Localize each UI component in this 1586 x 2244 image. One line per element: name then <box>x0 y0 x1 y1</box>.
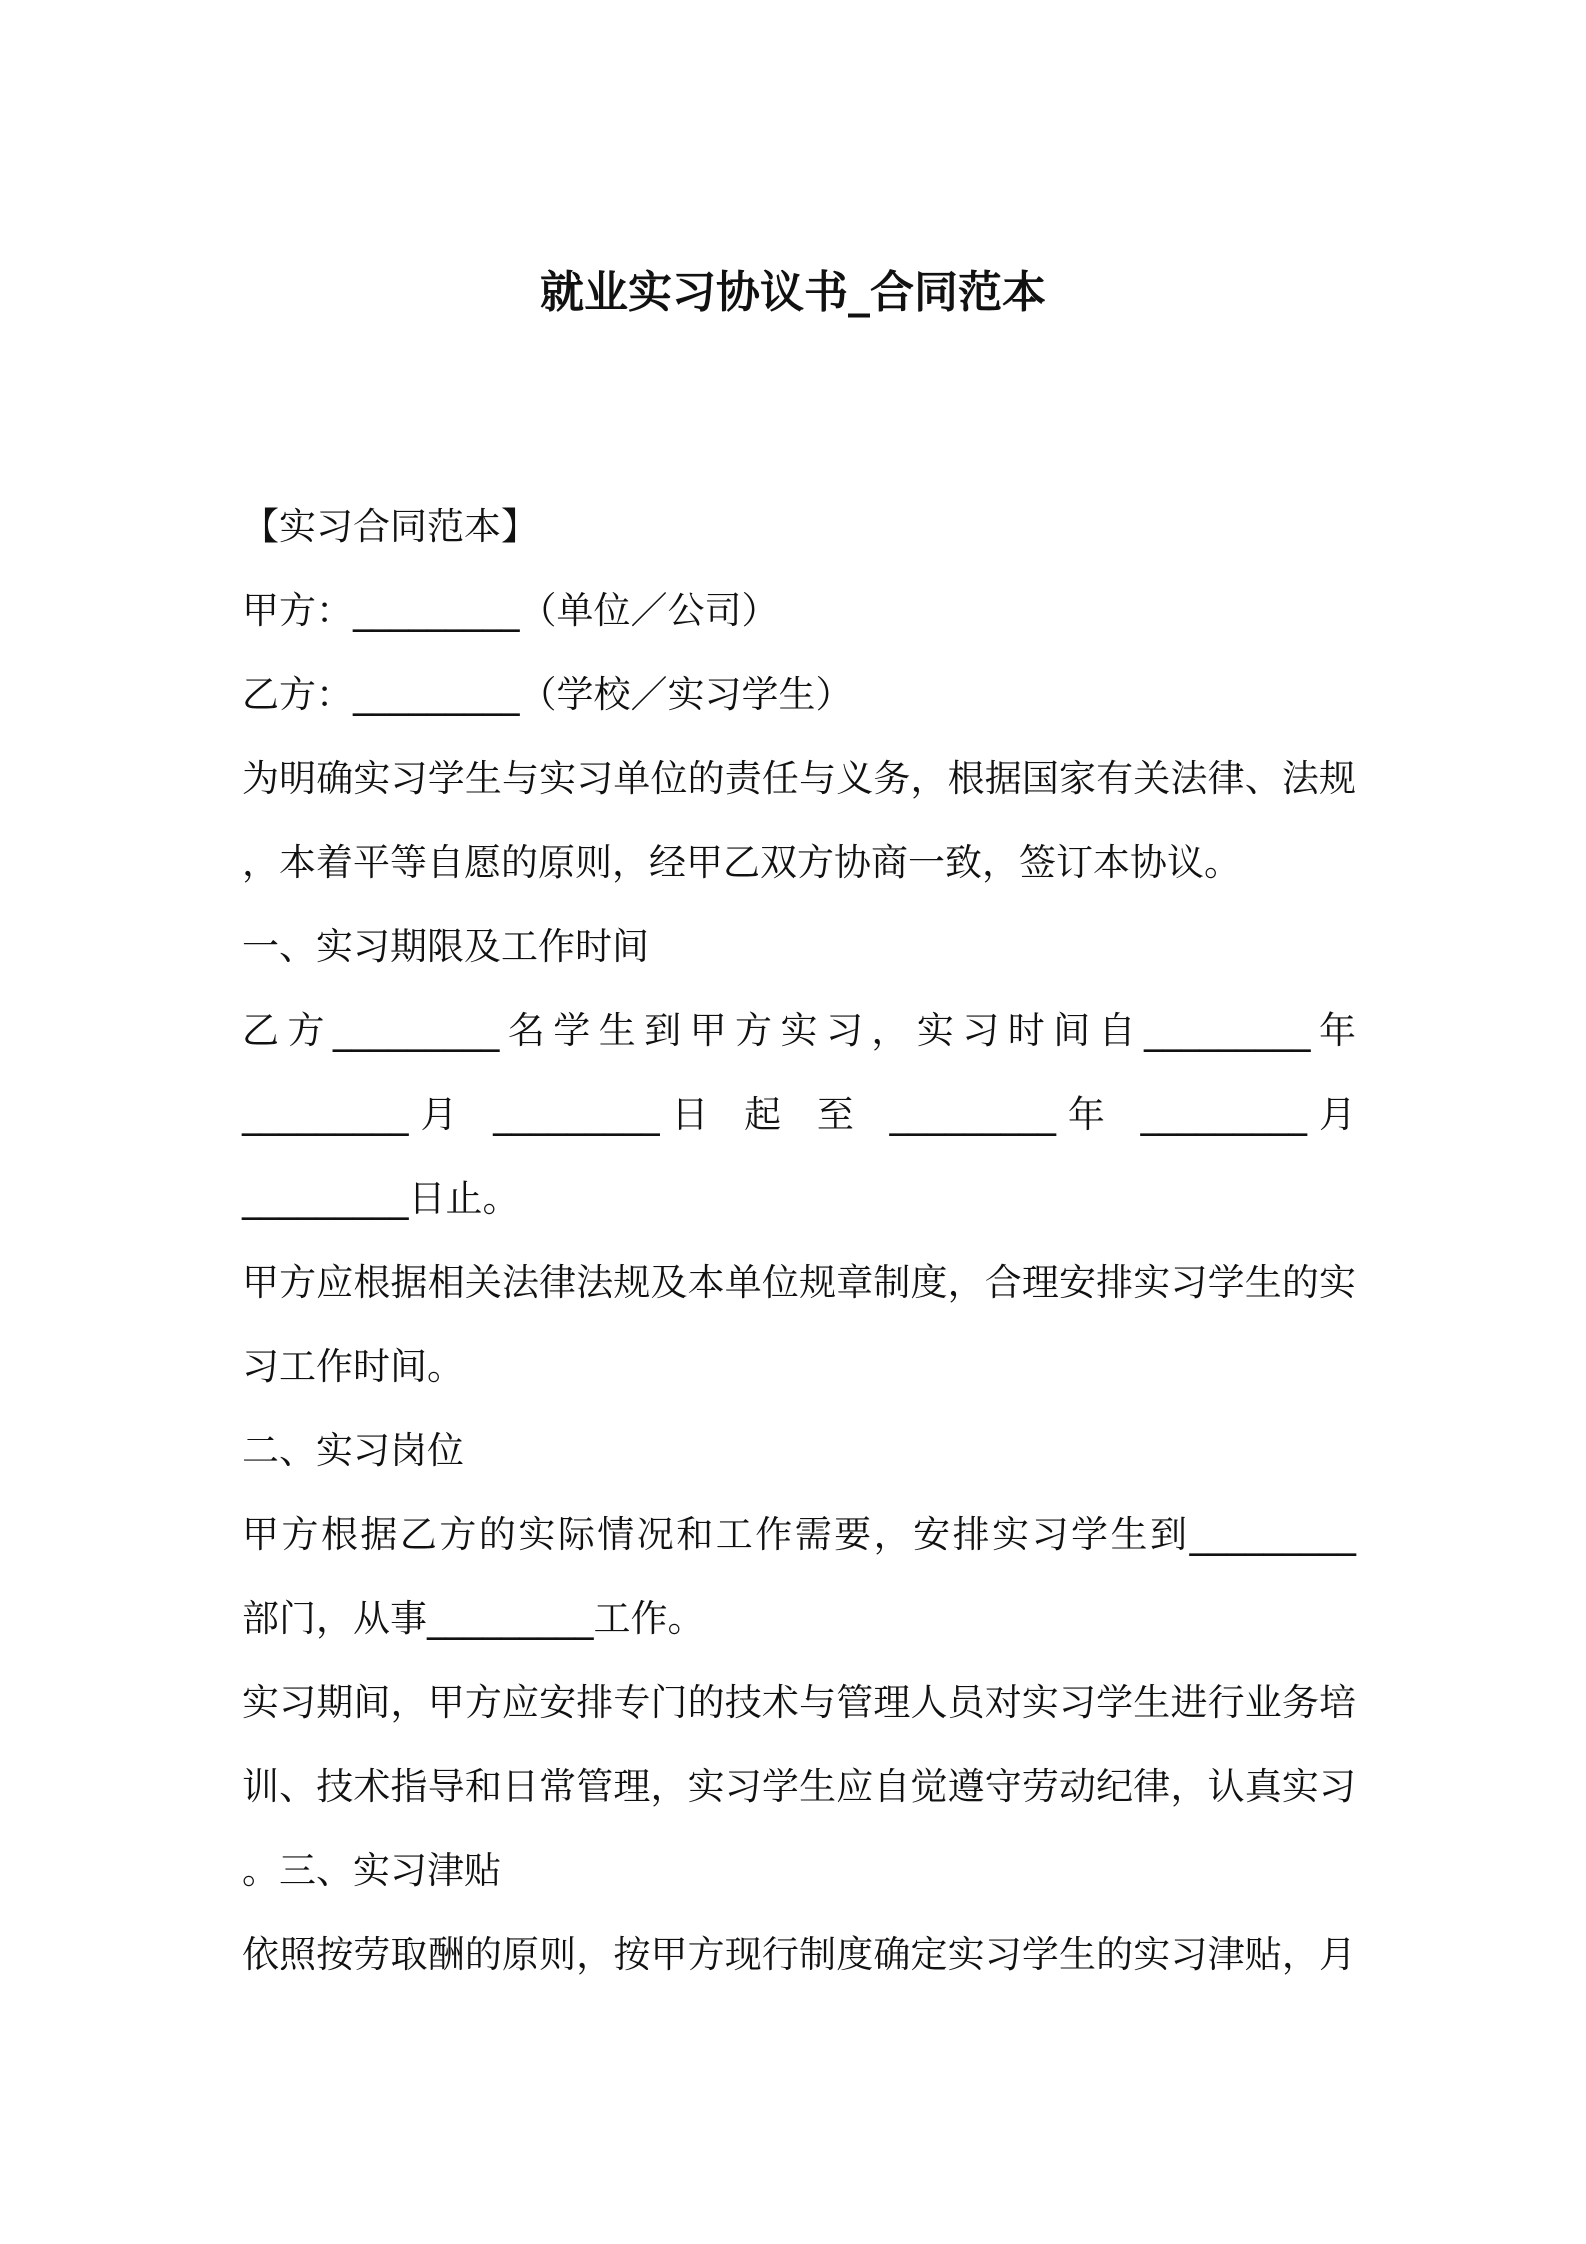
section-1-line-5: 习工作时间。 <box>242 1345 464 1388</box>
section-1-line-1: 乙方_________名学生到甲方实习，实习时间自_________年 <box>242 1009 1356 1052</box>
contract-template-heading: 【实习合同范本】 <box>242 505 538 548</box>
party-a-line: 甲方：_________（单位／公司） <box>242 589 779 632</box>
section-3-heading: 。三、实习津贴 <box>242 1849 501 1892</box>
section-2-line-1: 甲方根据乙方的实际情况和工作需要，安排实习学生到_________ <box>242 1513 1356 1556</box>
section-1-line-4: 甲方应根据相关法律法规及本单位规章制度，合理安排实习学生的实 <box>242 1261 1356 1304</box>
section-3-line-1: 依照按劳取酬的原则，按甲方现行制度确定实习学生的实习津贴，月 <box>242 1933 1356 1976</box>
section-2-heading: 二、实习岗位 <box>242 1429 464 1472</box>
preamble-line-2: ，本着平等自愿的原则，经甲乙双方协商一致，签订本协议。 <box>242 841 1241 884</box>
section-2-line-3: 实习期间，甲方应安排专门的技术与管理人员对实习学生进行业务培 <box>242 1681 1356 1724</box>
section-1-line-3: _________日止。 <box>242 1177 520 1220</box>
party-b-line: 乙方：_________（学校／实习学生） <box>242 673 853 716</box>
preamble-line-1: 为明确实习学生与实习单位的责任与义务，根据国家有关法律、法规 <box>242 757 1356 800</box>
section-2-line-4: 训、技术指导和日常管理，实习学生应自觉遵守劳动纪律，认真实习 <box>242 1765 1356 1808</box>
section-1-line-2: _________月 _________日 起 至 _________年 _________月 <box>242 1093 1356 1136</box>
section-2-line-2: 部门，从事_________工作。 <box>242 1597 705 1640</box>
section-1-heading: 一、实习期限及工作时间 <box>242 925 649 968</box>
document-title: 就业实习协议书_合同范本 <box>540 267 1046 318</box>
